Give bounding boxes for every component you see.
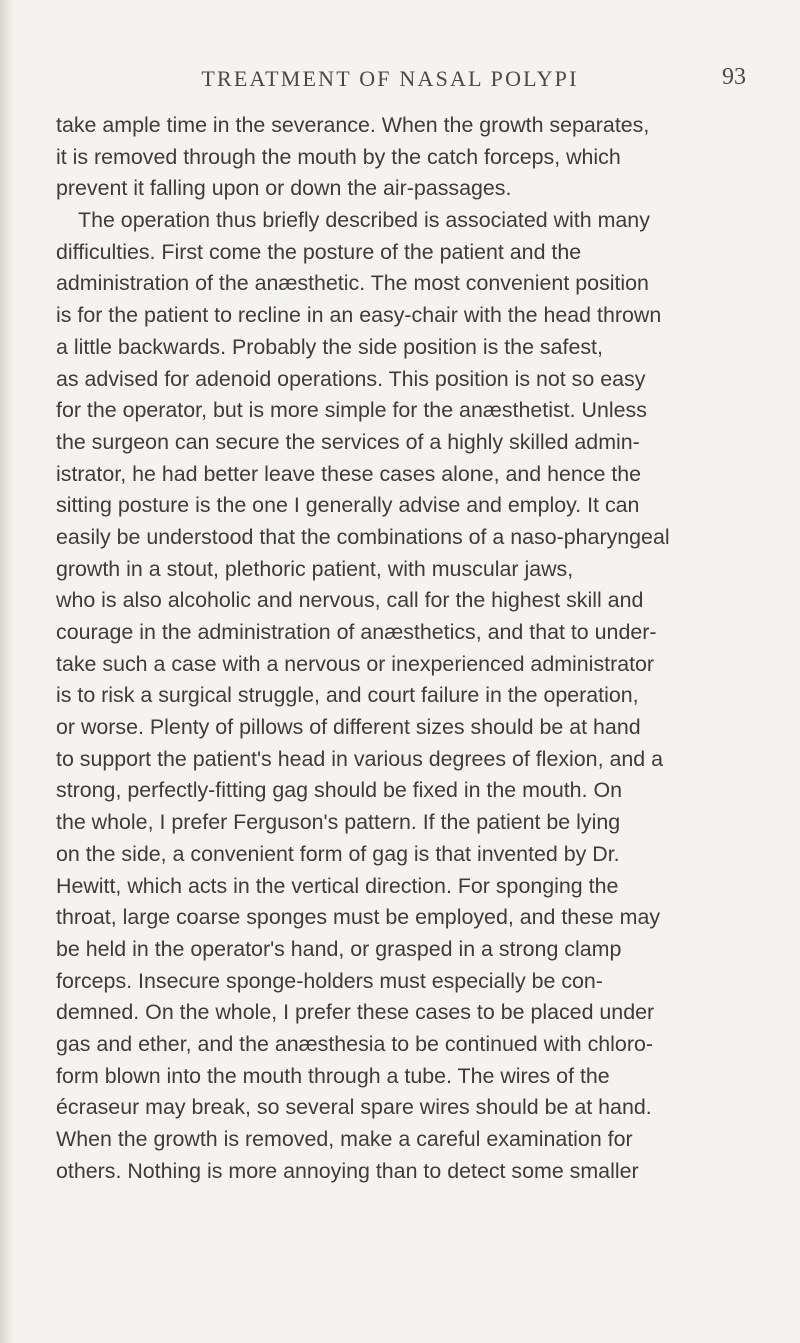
text-line: is to risk a surgical struggle, and court failure in the operation,	[56, 683, 639, 708]
text-line: on the side, a convenient form of gag is that invented by Dr.	[56, 841, 620, 866]
text-line: the surgeon can secure the services of a highly skilled admin-	[56, 429, 640, 454]
paragraph-start-line: The operation thus briefly described is associated with many	[78, 208, 650, 233]
text-line: to support the patient's head in various degrees of flexion, and a	[56, 746, 663, 771]
running-header-title: TREATMENT OF NASAL POLYPI	[201, 66, 579, 91]
text-line: take such a case with a nervous or inexperienced administrator	[56, 651, 655, 676]
text-line: a little backwards. Probably the side position is the safest,	[56, 334, 603, 359]
text-line: gas and ether, and the anæsthesia to be continued with chloro-	[56, 1031, 653, 1056]
text-line: Hewitt, which acts in the vertical direction. For sponging the	[56, 873, 619, 898]
text-line: sitting posture is the one I generally advise and employ. It can	[56, 493, 640, 518]
text-line: others. Nothing is more annoying than to detect some smaller	[56, 1158, 639, 1183]
text-line: for the operator, but is more simple for the anæsthetist. Unless	[56, 398, 647, 423]
text-line: administration of the anæsthetic. The most convenient position	[56, 271, 649, 296]
text-line: difficulties. First come the posture of the patient and the	[56, 239, 582, 264]
text-line: or worse. Plenty of pillows of different sizes should be at hand	[56, 715, 641, 740]
gutter-shadow	[0, 0, 14, 1343]
text-line: forceps. Insecure sponge-holders must especially be con-	[56, 968, 603, 993]
text-line: who is also alcoholic and nervous, call for the highest skill and	[56, 588, 644, 613]
text-line: be held in the operator's hand, or grasped in a strong clamp	[56, 936, 622, 961]
text-line: the whole, I prefer Ferguson's pattern. If the patient be lying	[56, 810, 621, 835]
text-line: istrator, he had better leave these cases alone, and hence the	[56, 461, 642, 486]
text-line: demned. On the whole, I prefer these cases to be placed under	[56, 1000, 655, 1025]
text-line: is for the patient to recline in an easy-chair with the head thrown	[56, 303, 662, 328]
text-line: as advised for adenoid operations. This position is not so easy	[56, 366, 646, 391]
text-line: it is removed through the mouth by the catch forceps, which	[56, 144, 621, 169]
text-line: form blown into the mouth through a tube. The wires of the	[56, 1063, 610, 1088]
text-line: take ample time in the severance. When the growth separates,	[56, 113, 650, 137]
text-line: growth in a stout, plethoric patient, with muscular jaws,	[56, 556, 574, 581]
text-line: strong, perfectly-fitting gag should be fixed in the mouth. On	[56, 778, 622, 803]
text-line: When the growth is removed, make a careful examination for	[56, 1127, 633, 1151]
text-line: courage in the administration of anæsthetics, and that to under-	[56, 620, 657, 644]
text-line: easily be understood that the combinations of a naso-pharyngeal	[56, 524, 670, 549]
text-line: prevent it falling upon or down the air-passages.	[56, 176, 512, 201]
body-text	[56, 110, 796, 1187]
text-line: écraseur may break, so several spare wires should be at hand.	[56, 1095, 652, 1120]
page-number: 93	[722, 64, 746, 90]
text-line: throat, large coarse sponges must be employed, and these may	[56, 905, 661, 930]
